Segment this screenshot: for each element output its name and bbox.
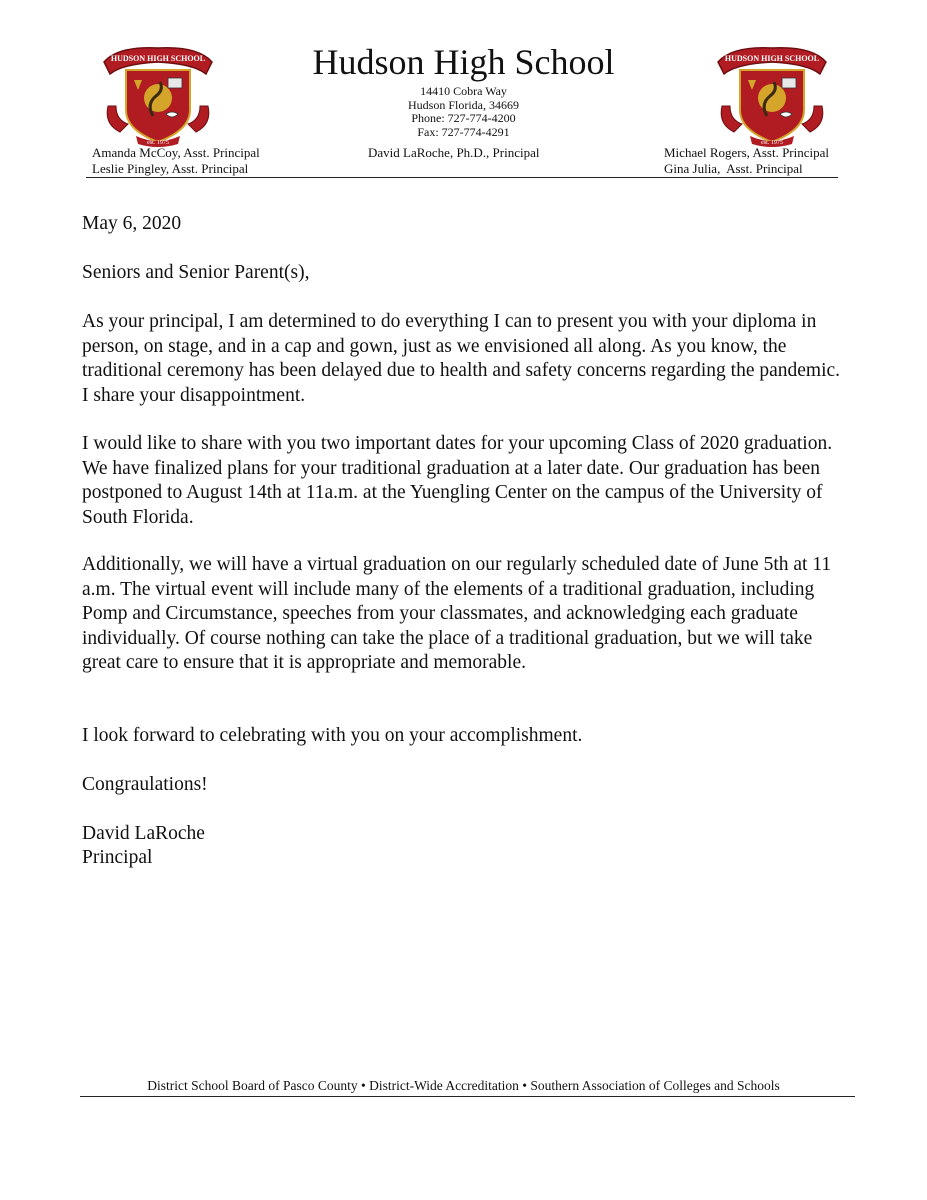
letter-date: May 6, 2020 bbox=[82, 213, 182, 234]
crest-banner-text: HUDSON HIGH SCHOOL bbox=[110, 54, 206, 63]
fax-number: Fax: 727-774-4291 bbox=[417, 125, 510, 139]
letter-salutation: Seniors and Senior Parent(s), bbox=[82, 262, 310, 283]
staff-principal: David LaRoche, Ph.D., Principal bbox=[368, 145, 540, 160]
letter-paragraph-1: As your principal, I am determined to do everything I can to present you with your diploma in person, on stage, and in a cap and gown, just as we envisioned all along. As you know, the traditional ceremony has been delayed due to health and safety concerns regarding the pandemic. I share your disappointment. bbox=[82, 311, 841, 406]
letter-paragraph-2: I would like to share with you two important dates for your upcoming Class of 2020 graduation. We have finalized plans for your traditional graduation at a later date. Our graduation has been postponed to August 14th at 11a.m. at the Yuengling Center on the campus of the University of South Florida. bbox=[82, 433, 833, 528]
staff-asst-principal-left-2: Leslie Pingley, Asst. Principal bbox=[92, 161, 249, 176]
crest-est-text: est. 1975 bbox=[147, 140, 169, 146]
letter-paragraph-3: Additionally, we will have a virtual graduation on our regularly scheduled date of June 5th at 11 a.m. The virtual event will include many of the elements of a traditional graduation, including Pomp and Circumstance, speeches from your classmates, and acknowledging each graduate individually. Of course nothing can take the place of a traditional graduation, but we will take great care to ensure that it is appropriate and memorable. bbox=[82, 554, 832, 673]
phone-number: Phone: 727-774-4200 bbox=[411, 111, 516, 125]
footer-divider bbox=[80, 1096, 855, 1097]
staff-asst-principal-left-1: Amanda McCoy, Asst. Principal bbox=[92, 145, 260, 160]
signature-title: Principal bbox=[82, 847, 153, 868]
staff-asst-principal-right-2: Gina Julia, Asst. Principal bbox=[664, 161, 803, 176]
letter-closing: Congraulations! bbox=[82, 774, 208, 795]
address-city: Hudson Florida, 34669 bbox=[408, 98, 519, 112]
letter-paragraph-4: I look forward to celebrating with you on your accomplishment. bbox=[82, 725, 583, 746]
header-divider bbox=[86, 177, 838, 178]
crest-banner-text: HUDSON HIGH SCHOOL bbox=[724, 54, 820, 63]
footer-accreditation: District School Board of Pasco County • District-Wide Accreditation • Southern Association of Colleges and Schools bbox=[147, 1078, 780, 1093]
staff-asst-principal-right-1: Michael Rogers, Asst. Principal bbox=[664, 145, 830, 160]
signature-name: David LaRoche bbox=[82, 823, 205, 844]
school-name: Hudson High School bbox=[312, 42, 615, 82]
crest-est-text: est. 1975 bbox=[761, 140, 783, 146]
address-street: 14410 Cobra Way bbox=[420, 84, 507, 98]
